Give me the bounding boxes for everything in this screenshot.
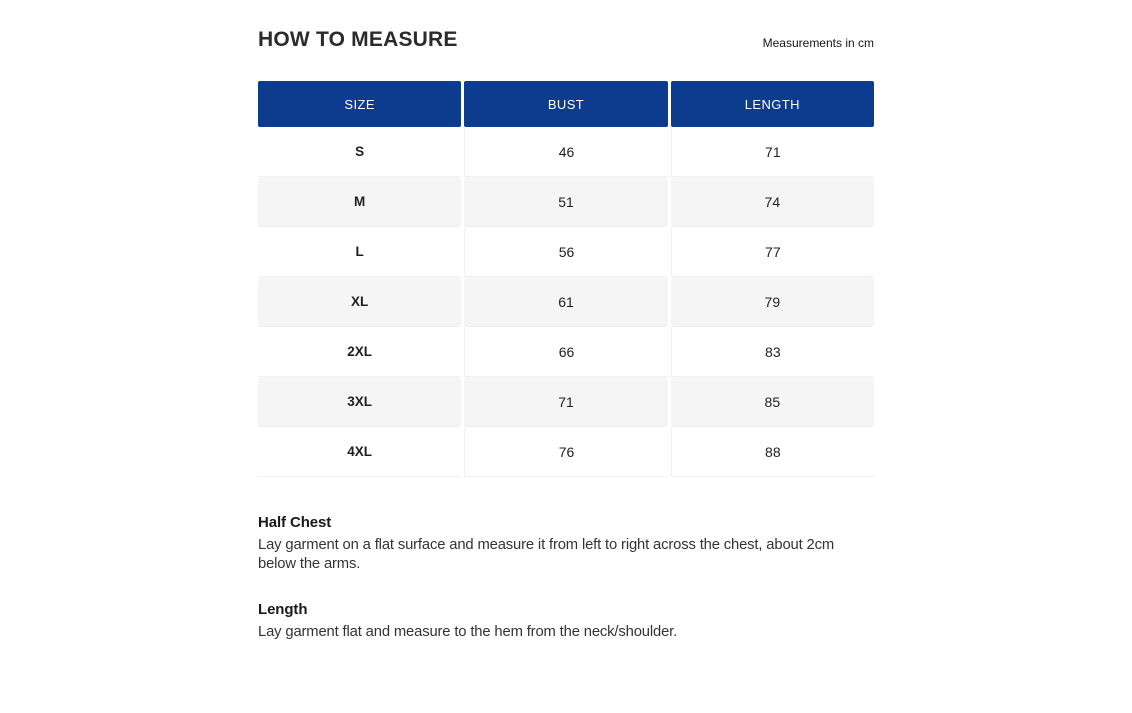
cell-bust: 66 — [464, 327, 667, 377]
cell-bust: 71 — [464, 377, 667, 427]
cell-size: 3XL — [258, 377, 461, 427]
header-cell-bust: BUST — [464, 81, 667, 127]
cell-length: 83 — [671, 327, 874, 377]
table-row — [258, 377, 874, 427]
length-heading: Length — [258, 601, 308, 618]
page-title: HOW TO MEASURE — [258, 28, 458, 51]
cell-size: L — [258, 227, 461, 277]
size-table — [258, 81, 874, 477]
title-row — [258, 28, 874, 52]
cell-length: 77 — [671, 227, 874, 277]
cell-length: 88 — [671, 427, 874, 477]
cell-bust: 46 — [464, 127, 667, 177]
table-row — [258, 427, 874, 477]
cell-bust: 51 — [464, 177, 667, 227]
half-chest-text: Lay garment on a flat surface and measure it from left to right across the chest, about 2cm below the arms. — [258, 537, 835, 572]
cell-length: 79 — [671, 277, 874, 327]
table-header-row — [258, 81, 874, 127]
half-chest-heading: Half Chest — [258, 514, 332, 531]
cell-bust: 76 — [464, 427, 667, 477]
table-row — [258, 177, 874, 227]
size-guide-section — [258, 0, 874, 642]
cell-size: 4XL — [258, 427, 461, 477]
unit-note: Measurements in cm — [762, 36, 874, 50]
length-text: Lay garment flat and measure to the hem from the neck/shoulder. — [258, 624, 678, 640]
table-row — [258, 277, 874, 327]
table-row — [258, 227, 874, 277]
table-row — [258, 127, 874, 177]
cell-size: XL — [258, 277, 461, 327]
cell-bust: 61 — [464, 277, 667, 327]
header-cell-size: SIZE — [258, 81, 461, 127]
cell-length: 85 — [671, 377, 874, 427]
cell-size: 2XL — [258, 327, 461, 377]
header-cell-length: LENGTH — [671, 81, 874, 127]
cell-bust: 56 — [464, 227, 667, 277]
cell-size: S — [258, 127, 461, 177]
cell-length: 71 — [671, 127, 874, 177]
table-row — [258, 327, 874, 377]
cell-size: M — [258, 177, 461, 227]
cell-length: 74 — [671, 177, 874, 227]
